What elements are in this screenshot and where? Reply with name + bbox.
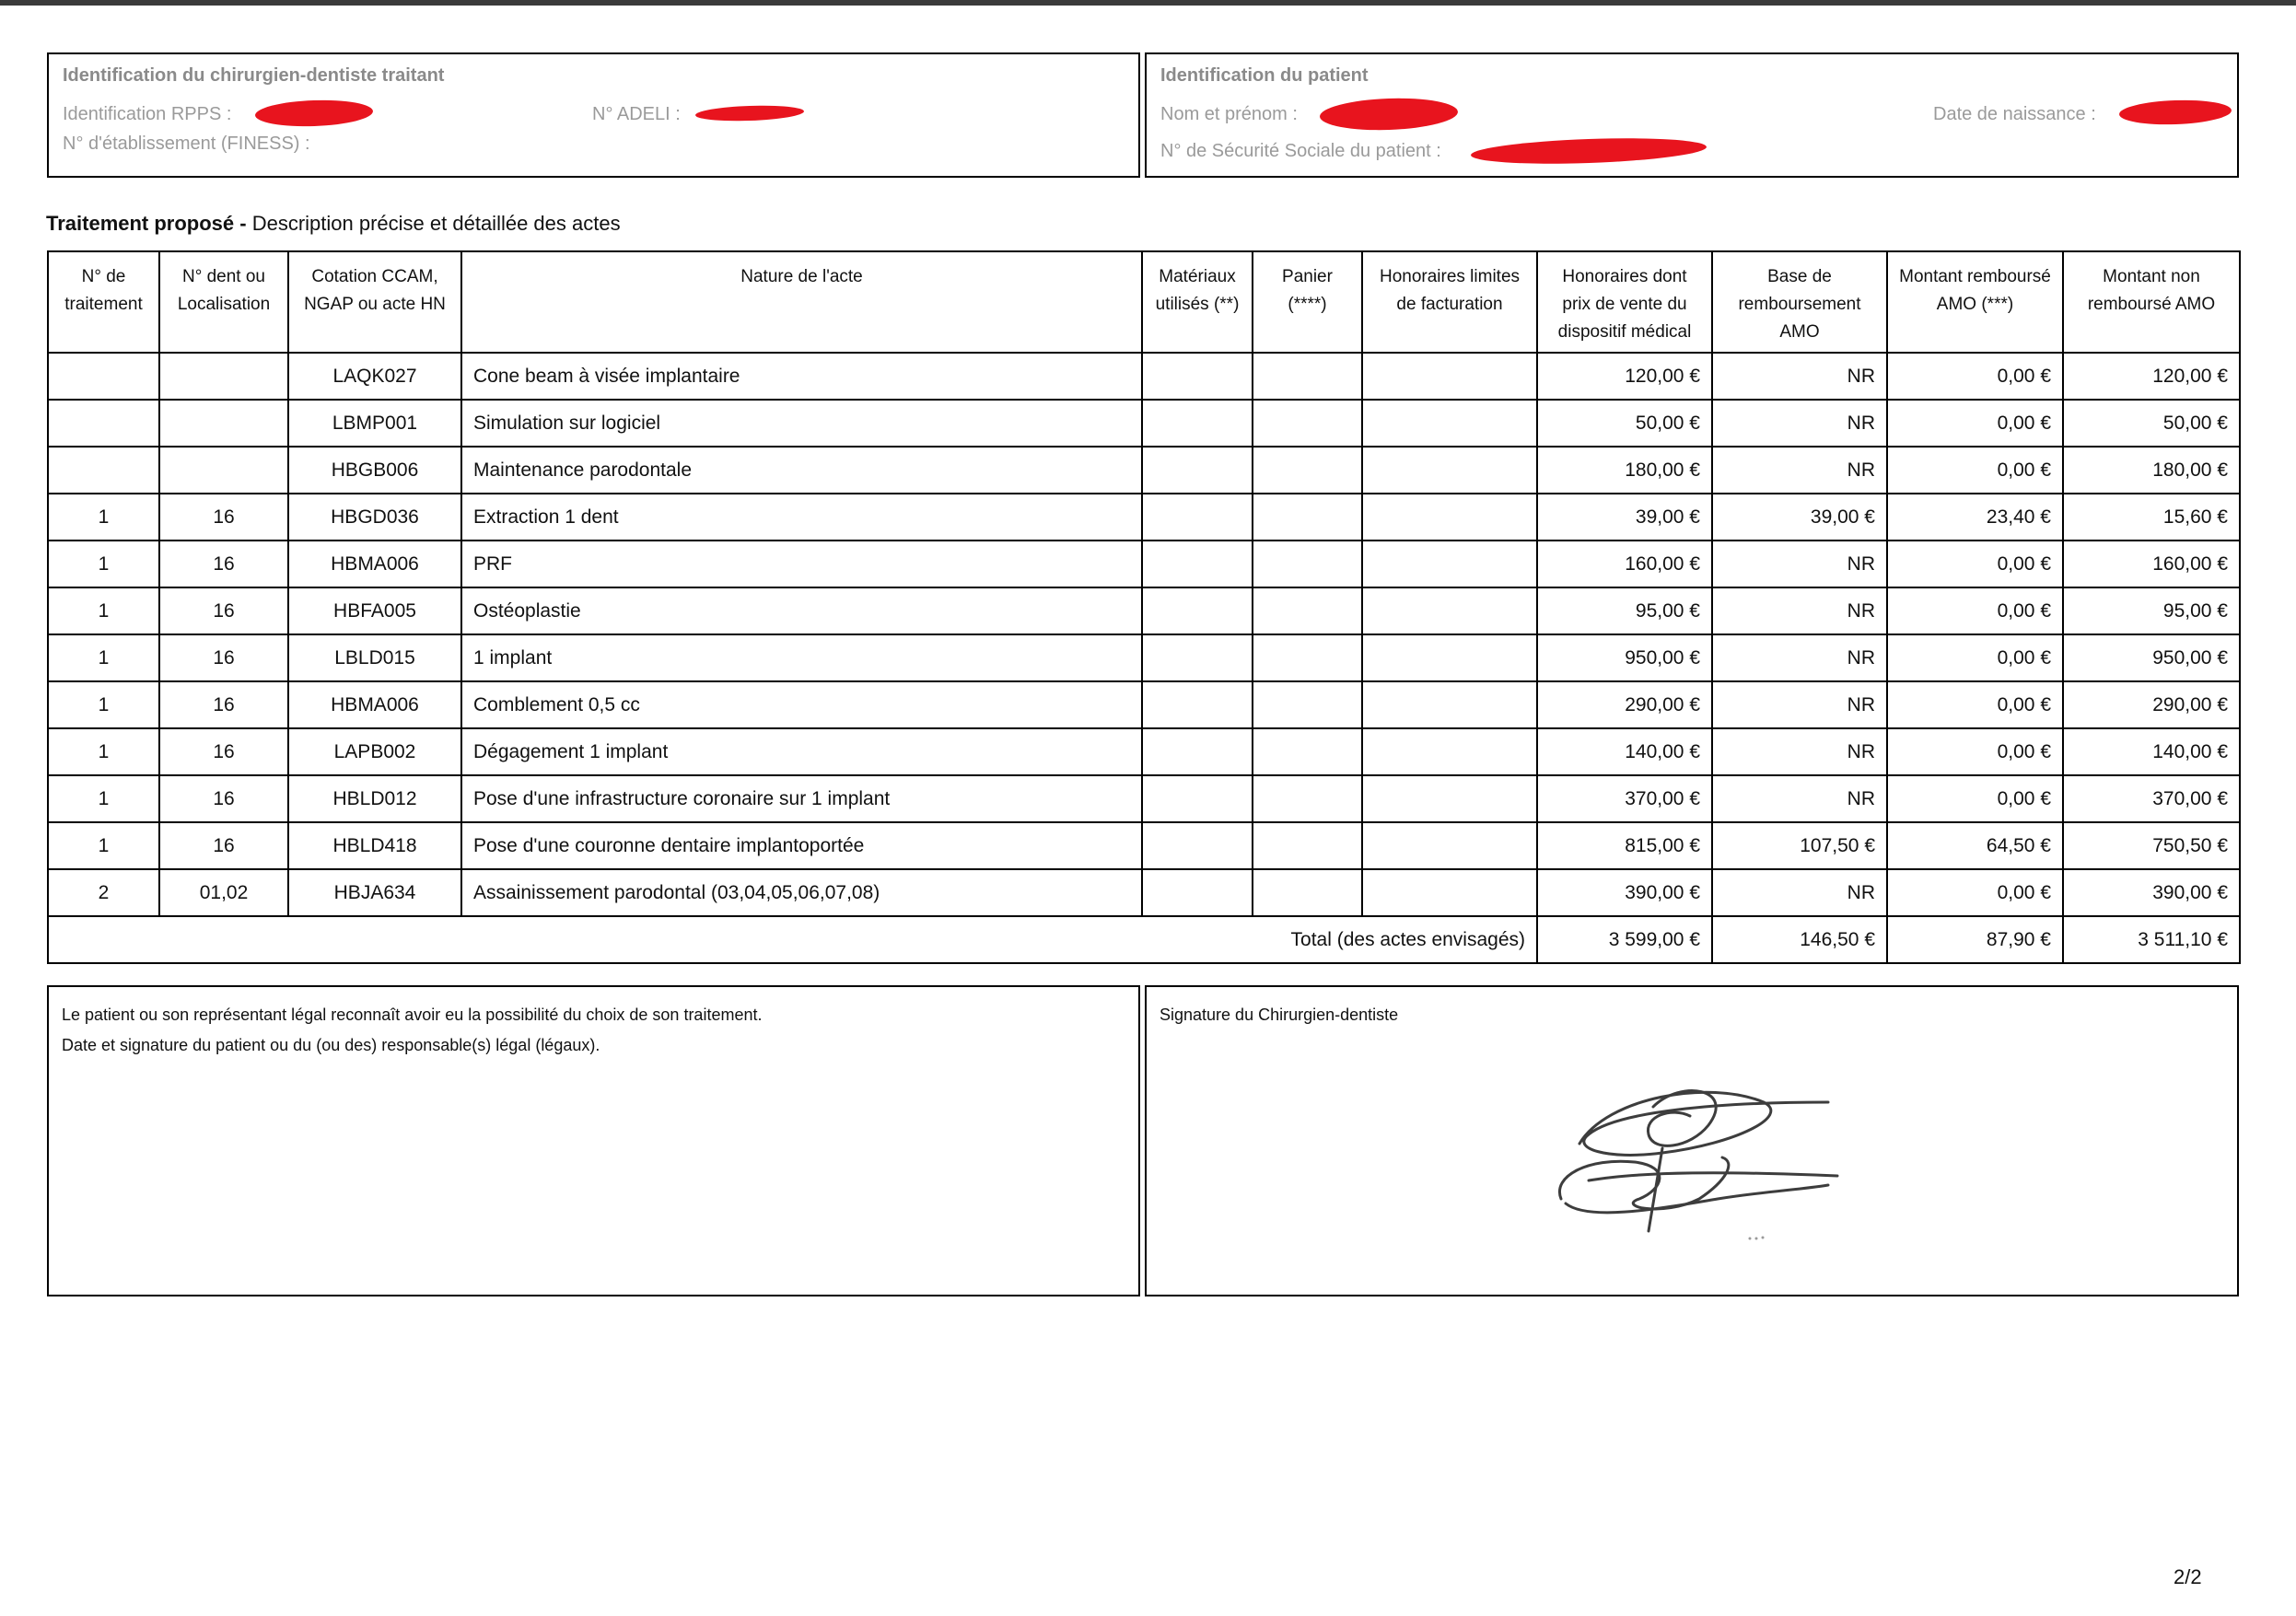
page-number: 2/2 (2174, 1565, 2202, 1588)
cell-not-reimbursed: 370,00 € (2063, 775, 2240, 822)
cell-fees: 95,00 € (1537, 587, 1712, 634)
cell-not-reimbursed: 140,00 € (2063, 728, 2240, 775)
cell-not-reimbursed: 290,00 € (2063, 681, 2240, 728)
cell-treatment-number: 1 (48, 587, 159, 634)
dentist-identification-box (47, 52, 1140, 178)
dentist-signature-label: Signature du Chirurgien-dentiste (1160, 1006, 1399, 1024)
cell-materials (1142, 494, 1253, 541)
treatment-title-bold: Traitement proposé - (46, 212, 247, 235)
header-panier: Panier (****) (1253, 251, 1362, 353)
table-row (48, 400, 2240, 447)
cell-treatment-number: 2 (48, 869, 159, 916)
cell-panier (1253, 869, 1362, 916)
cell-tooth: 16 (159, 822, 288, 869)
cell-materials (1142, 541, 1253, 587)
cell-materials (1142, 775, 1253, 822)
treatment-acts-table (47, 250, 2241, 964)
cell-treatment-number: 1 (48, 728, 159, 775)
cell-code: LBLD015 (288, 634, 461, 681)
cell-base-amo: 107,50 € (1712, 822, 1887, 869)
cell-code: HBLD012 (288, 775, 461, 822)
total-fees: 3 599,00 € (1537, 916, 1712, 963)
cell-base-amo: 39,00 € (1712, 494, 1887, 541)
cell-tooth (159, 400, 288, 447)
header-tooth-location: N° dent ou Localisation (159, 251, 288, 353)
cell-panier (1253, 634, 1362, 681)
cell-fees: 120,00 € (1537, 353, 1712, 400)
cell-fee-limit (1362, 541, 1537, 587)
cell-nature: 1 implant (461, 634, 1142, 681)
cell-code: HBJA634 (288, 869, 461, 916)
patient-consent-text: Le patient ou son représentant légal reconnaît avoir eu la possibilité du choix de son traitement. (62, 1006, 763, 1024)
cell-code: HBLD418 (288, 822, 461, 869)
cell-panier (1253, 447, 1362, 494)
cell-nature: Pose d'une couronne dentaire implantoportée (461, 822, 1142, 869)
header-materials: Matériaux utilisés (**) (1142, 251, 1253, 353)
patient-id-title: Identification du patient (1160, 65, 1369, 86)
cell-code: HBFA005 (288, 587, 461, 634)
cell-nature: Pose d'une infrastructure coronaire sur 1 implant (461, 775, 1142, 822)
patient-name-label: Nom et prénom : (1160, 104, 1298, 124)
cell-base-amo: NR (1712, 587, 1887, 634)
table-row (48, 447, 2240, 494)
cell-materials (1142, 822, 1253, 869)
table-header-row (48, 251, 2240, 353)
total-reimbursed: 87,90 € (1887, 916, 2063, 963)
cell-code: HBGB006 (288, 447, 461, 494)
header-nature: Nature de l'acte (461, 251, 1142, 353)
cell-materials (1142, 447, 1253, 494)
cell-treatment-number: 1 (48, 541, 159, 587)
cell-code: LAQK027 (288, 353, 461, 400)
social-security-redaction (1471, 135, 1707, 168)
cell-fees: 390,00 € (1537, 869, 1712, 916)
cell-materials (1142, 353, 1253, 400)
cell-materials (1142, 728, 1253, 775)
cell-fee-limit (1362, 869, 1537, 916)
header-base-amo: Base de remboursement AMO (1712, 251, 1887, 353)
cell-treatment-number: 1 (48, 681, 159, 728)
cell-reimbursed: 0,00 € (1887, 681, 2063, 728)
cell-reimbursed: 0,00 € (1887, 634, 2063, 681)
cell-reimbursed: 0,00 € (1887, 400, 2063, 447)
cell-reimbursed: 0,00 € (1887, 541, 2063, 587)
cell-fee-limit (1362, 775, 1537, 822)
cell-base-amo: NR (1712, 634, 1887, 681)
cell-fees: 50,00 € (1537, 400, 1712, 447)
cell-base-amo: NR (1712, 400, 1887, 447)
cell-fee-limit (1362, 494, 1537, 541)
birth-date-label: Date de naissance : (1933, 104, 2096, 124)
dentist-handwritten-signature (1552, 1061, 1847, 1245)
cell-panier (1253, 400, 1362, 447)
cell-base-amo: NR (1712, 728, 1887, 775)
cell-nature: Comblement 0,5 cc (461, 681, 1142, 728)
cell-not-reimbursed: 15,60 € (2063, 494, 2240, 541)
dentist-id-title: Identification du chirurgien-dentiste traitant (63, 65, 445, 86)
viewer-top-bar (0, 0, 2296, 6)
table-row (48, 353, 2240, 400)
cell-fee-limit (1362, 728, 1537, 775)
patient-identification-box (1145, 52, 2239, 178)
table-row (48, 541, 2240, 587)
cell-not-reimbursed: 750,50 € (2063, 822, 2240, 869)
cell-tooth: 16 (159, 775, 288, 822)
cell-materials (1142, 634, 1253, 681)
cell-nature: Extraction 1 dent (461, 494, 1142, 541)
cell-base-amo: NR (1712, 353, 1887, 400)
cell-not-reimbursed: 50,00 € (2063, 400, 2240, 447)
rpps-label: Identification RPPS : (63, 104, 232, 124)
cell-fee-limit (1362, 447, 1537, 494)
cell-fees: 950,00 € (1537, 634, 1712, 681)
cell-base-amo: NR (1712, 681, 1887, 728)
cell-nature: Dégagement 1 implant (461, 728, 1142, 775)
cell-panier (1253, 541, 1362, 587)
cell-base-amo: NR (1712, 541, 1887, 587)
cell-materials (1142, 400, 1253, 447)
cell-code: LAPB002 (288, 728, 461, 775)
cell-code: HBMA006 (288, 541, 461, 587)
cell-treatment-number: 1 (48, 822, 159, 869)
table-row (48, 775, 2240, 822)
cell-reimbursed: 0,00 € (1887, 353, 2063, 400)
cell-tooth: 01,02 (159, 869, 288, 916)
cell-not-reimbursed: 120,00 € (2063, 353, 2240, 400)
total-not-reimbursed: 3 511,10 € (2063, 916, 2240, 963)
cell-treatment-number (48, 400, 159, 447)
cell-fee-limit (1362, 634, 1537, 681)
cell-tooth: 16 (159, 541, 288, 587)
social-security-label: N° de Sécurité Sociale du patient : (1160, 141, 1441, 161)
cell-fee-limit (1362, 681, 1537, 728)
cell-panier (1253, 822, 1362, 869)
table-row (48, 869, 2240, 916)
cell-materials (1142, 869, 1253, 916)
cell-panier (1253, 353, 1362, 400)
cell-reimbursed: 0,00 € (1887, 587, 2063, 634)
header-treatment-number: N° de traitement (48, 251, 159, 353)
cell-fees: 290,00 € (1537, 681, 1712, 728)
cell-reimbursed: 0,00 € (1887, 775, 2063, 822)
cell-reimbursed: 64,50 € (1887, 822, 2063, 869)
total-row (48, 916, 2240, 963)
cell-fees: 39,00 € (1537, 494, 1712, 541)
patient-signature-instruction: Date et signature du patient ou du (ou des) responsable(s) légal (légaux). (62, 1036, 600, 1054)
cell-tooth: 16 (159, 587, 288, 634)
cell-treatment-number: 1 (48, 775, 159, 822)
cell-tooth: 16 (159, 681, 288, 728)
treatment-section-title (46, 212, 621, 236)
cell-nature: Simulation sur logiciel (461, 400, 1142, 447)
table-row (48, 681, 2240, 728)
cell-materials (1142, 681, 1253, 728)
cell-tooth: 16 (159, 494, 288, 541)
cell-treatment-number (48, 353, 159, 400)
cell-tooth (159, 353, 288, 400)
adeli-label: N° ADELI : (592, 104, 681, 124)
cell-reimbursed: 23,40 € (1887, 494, 2063, 541)
cell-not-reimbursed: 95,00 € (2063, 587, 2240, 634)
cell-fee-limit (1362, 353, 1537, 400)
cell-treatment-number: 1 (48, 494, 159, 541)
dentist-signature-box (1145, 985, 2239, 1296)
cell-panier (1253, 728, 1362, 775)
cell-fees: 160,00 € (1537, 541, 1712, 587)
cell-not-reimbursed: 160,00 € (2063, 541, 2240, 587)
cell-panier (1253, 775, 1362, 822)
table-row (48, 587, 2240, 634)
table-row (48, 634, 2240, 681)
cell-nature: Ostéoplastie (461, 587, 1142, 634)
cell-fees: 140,00 € (1537, 728, 1712, 775)
header-code: Cotation CCAM, NGAP ou acte HN (288, 251, 461, 353)
cell-reimbursed: 0,00 € (1887, 447, 2063, 494)
header-reimbursed-amo: Montant remboursé AMO (***) (1887, 251, 2063, 353)
cell-code: HBMA006 (288, 681, 461, 728)
total-label: Total (des actes envisagés) (48, 916, 1537, 963)
cell-nature: Maintenance parodontale (461, 447, 1142, 494)
header-fee-limits: Honoraires limites de facturation (1362, 251, 1537, 353)
birth-date-redaction (2119, 99, 2232, 126)
patient-signature-box (47, 985, 1140, 1296)
cell-panier (1253, 587, 1362, 634)
cell-reimbursed: 0,00 € (1887, 869, 2063, 916)
cell-tooth: 16 (159, 728, 288, 775)
table-row (48, 494, 2240, 541)
cell-base-amo: NR (1712, 869, 1887, 916)
cell-code: LBMP001 (288, 400, 461, 447)
cell-fee-limit (1362, 822, 1537, 869)
cell-not-reimbursed: 390,00 € (2063, 869, 2240, 916)
cell-base-amo: NR (1712, 447, 1887, 494)
cell-materials (1142, 587, 1253, 634)
cell-code: HBGD036 (288, 494, 461, 541)
cell-fee-limit (1362, 587, 1537, 634)
cell-panier (1253, 494, 1362, 541)
cell-fees: 370,00 € (1537, 775, 1712, 822)
header-fees: Honoraires dont prix de vente du dispositif médical (1537, 251, 1712, 353)
header-not-reimbursed-amo: Montant non remboursé AMO (2063, 251, 2240, 353)
adeli-redaction (695, 104, 804, 122)
cell-reimbursed: 0,00 € (1887, 728, 2063, 775)
table-row (48, 822, 2240, 869)
cell-tooth: 16 (159, 634, 288, 681)
cell-fee-limit (1362, 400, 1537, 447)
patient-name-redaction (1319, 96, 1458, 132)
cell-fees: 815,00 € (1537, 822, 1712, 869)
cell-panier (1253, 681, 1362, 728)
rpps-redaction (255, 99, 374, 128)
cell-nature: Assainissement parodontal (03,04,05,06,07,08) (461, 869, 1142, 916)
total-base-amo: 146,50 € (1712, 916, 1887, 963)
cell-treatment-number: 1 (48, 634, 159, 681)
cell-base-amo: NR (1712, 775, 1887, 822)
cell-not-reimbursed: 180,00 € (2063, 447, 2240, 494)
table-row (48, 728, 2240, 775)
cell-nature: PRF (461, 541, 1142, 587)
cell-fees: 180,00 € (1537, 447, 1712, 494)
treatment-title-rest: Description précise et détaillée des actes (251, 212, 621, 235)
cell-tooth (159, 447, 288, 494)
cell-nature: Cone beam à visée implantaire (461, 353, 1142, 400)
cell-treatment-number (48, 447, 159, 494)
cell-not-reimbursed: 950,00 € (2063, 634, 2240, 681)
finess-label: N° d'établissement (FINESS) : (63, 134, 310, 154)
